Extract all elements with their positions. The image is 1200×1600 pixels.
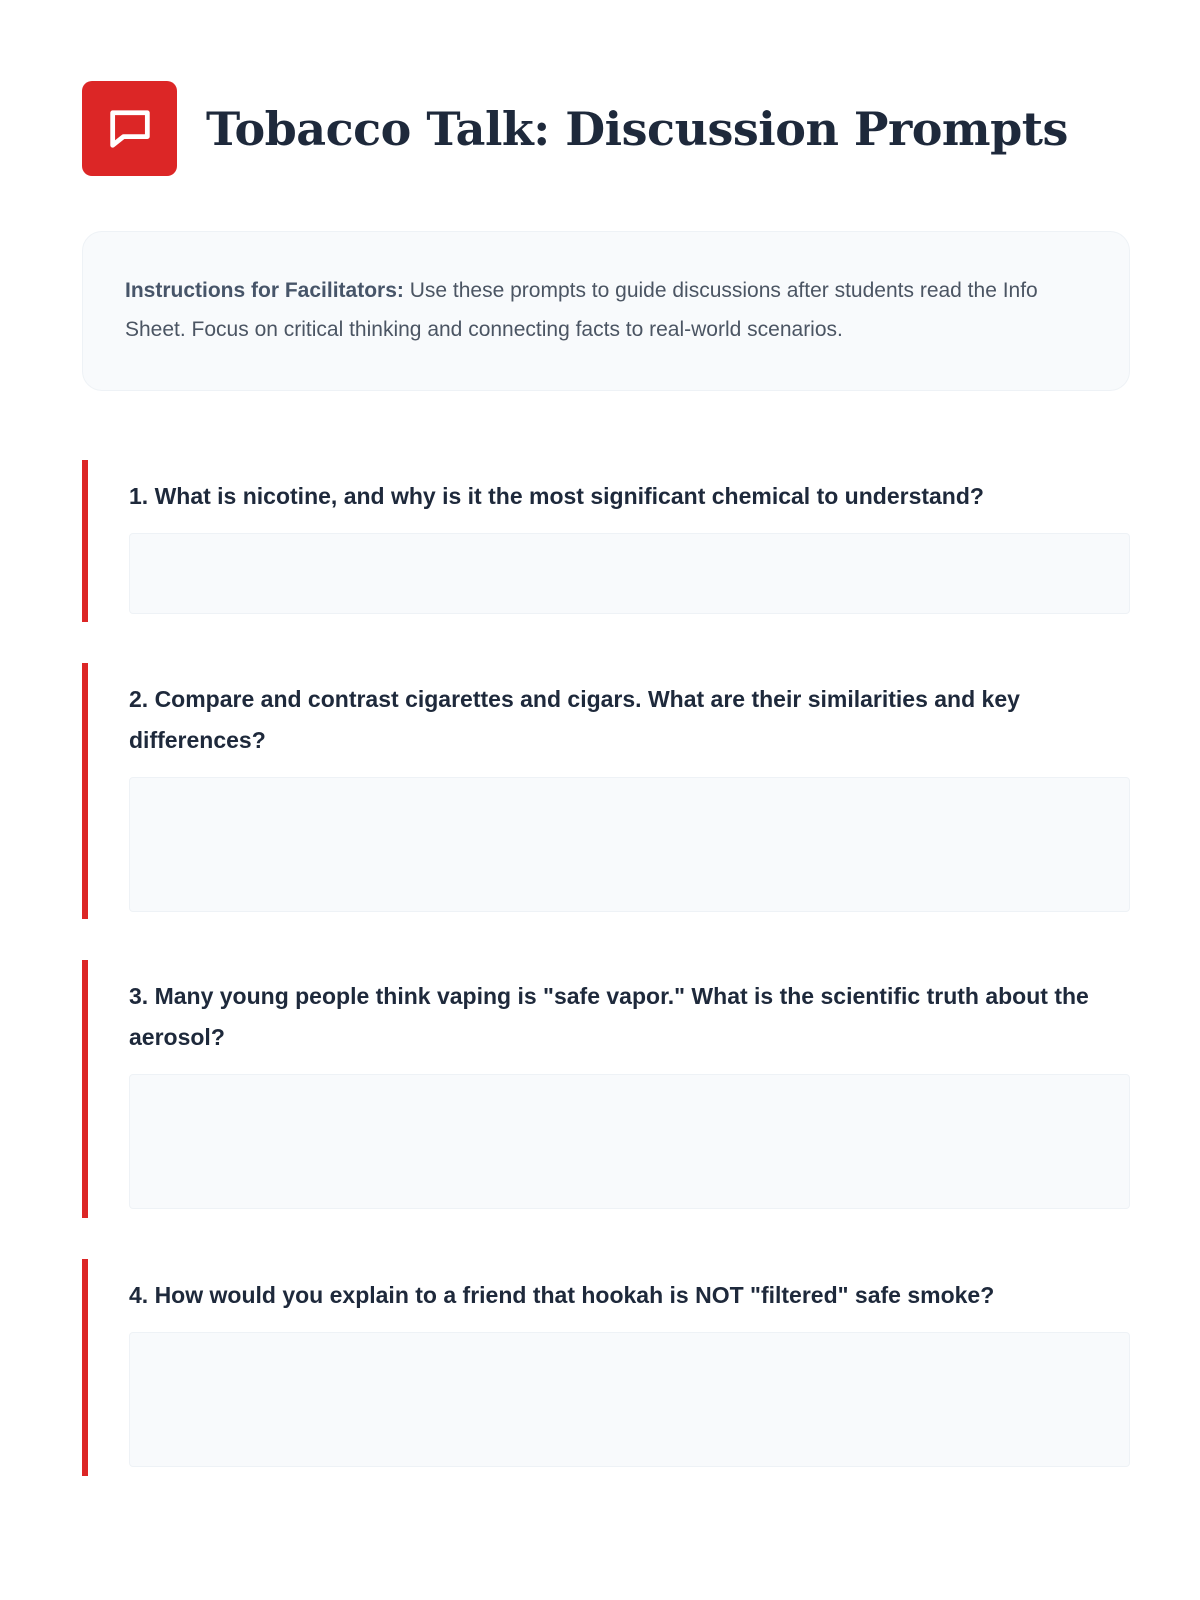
question-2-text: 2. Compare and contrast cigarettes and cigars. What are their similarities and key differences?: [129, 686, 1020, 753]
instructions-lead: Instructions for Facilitators:: [125, 279, 404, 302]
answer-box-4[interactable]: [129, 1332, 1130, 1467]
instructions-panel: [82, 231, 1130, 391]
question-2: [82, 663, 1130, 919]
answer-box-1[interactable]: [129, 533, 1130, 614]
question-4-text: 4. How would you explain to a friend that hookah is NOT "filtered" safe smoke?: [129, 1282, 995, 1308]
question-4: [82, 1259, 1130, 1476]
question-3-text: 3. Many young people think vaping is "safe vapor." What is the scientific truth about the aerosol?: [129, 983, 1089, 1050]
page-header: [82, 81, 1130, 176]
worksheet-page: [82, 81, 1130, 1517]
question-1-text: 1. What is nicotine, and why is it the most significant chemical to understand?: [129, 483, 984, 509]
question-1: [82, 460, 1130, 622]
question-list: [82, 460, 1130, 1476]
page-title: Tobacco Talk: Discussion Prompts: [206, 101, 1068, 156]
answer-box-2[interactable]: [129, 777, 1130, 912]
instructions-text: Use these prompts to guide discussions after students read the Info Sheet. Focus on critical thinking and connecting facts to real-world scenarios.: [125, 279, 1038, 341]
message-square-icon: [82, 81, 177, 176]
question-3: [82, 960, 1130, 1218]
answer-box-3[interactable]: [129, 1074, 1130, 1209]
